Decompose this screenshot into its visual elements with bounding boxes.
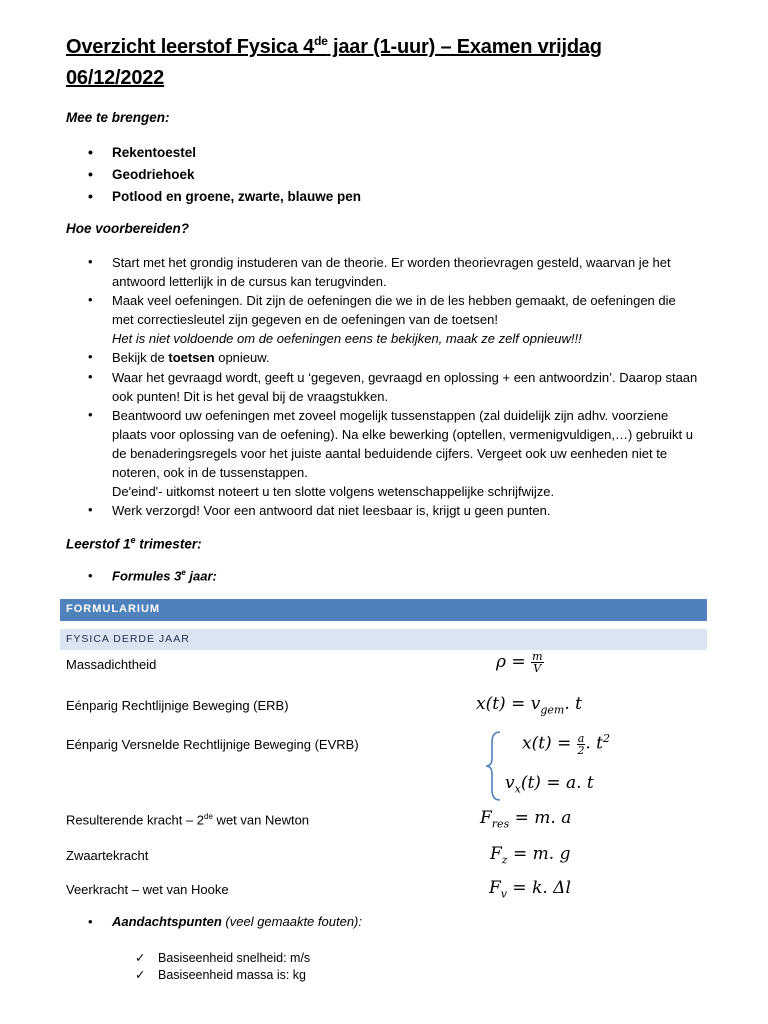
- prepare-item-2: Maak veel oefeningen. Dit zijn de oefeningen die we in de les hebben gemaakt, de oefeningen die met correctiesleutel zijn gegeven en de oefeningen van de toetsen! Het is niet voldoende om de oefeningen eens te bekijken, maak ze zelf opnieuw!!!: [112, 293, 676, 346]
- prepare-item-6: Werk verzorgd! Voor een antwoord dat niet leesbaar is, krijgt u geen punten.: [112, 503, 551, 518]
- bullet-dot: •: [88, 188, 93, 204]
- bullet-dot: •: [88, 254, 93, 269]
- formula-density: ρ = $\frac{m}{V}$: [496, 650, 543, 675]
- formula-newton: $F_{res} = m$. a: [480, 808, 572, 831]
- bring-item: Geodriehoek: [112, 167, 195, 182]
- bullet-dot: •: [88, 292, 93, 307]
- formularium-header: FORMULARIUM: [60, 599, 707, 621]
- checkmark-icon: ✓: [135, 951, 146, 965]
- prepare-item-1: Start met het grondig instuderen van de theorie. Er worden theorievragen gesteld, waarvan je het antwoord letterlijk in de cursus kan terugvinden.: [112, 255, 671, 289]
- formula-gravity: $F_z = m$. g: [490, 844, 571, 867]
- prepare-item-4: Waar het gevraagd wordt, geeft u ‘gegeven, gevraagd en oplossing + een antwoordzin’. Daarop staan ook punten! Dit is het geval bij de vraagstukken.: [112, 370, 698, 404]
- bring-heading: Mee te brengen:: [66, 110, 170, 125]
- formula-hooke: $F_v = k$. Δl: [489, 878, 571, 901]
- bullet-dot: •: [88, 502, 93, 517]
- formula-evrb-velocity: $v_x(t) = a$. t: [505, 773, 594, 796]
- formulas-item: Formules 3e jaar:: [112, 568, 217, 584]
- bring-item: Potlood en groene, zwarte, blauwe pen: [112, 189, 362, 204]
- attention-check-item: Basiseenheid snelheid: m/s: [158, 951, 311, 965]
- bullet-dot: •: [88, 568, 93, 583]
- bullet-dot: •: [88, 914, 93, 929]
- attention-item: Aandachtspunten (veel gemaakte fouten):: [112, 914, 362, 929]
- formula-label-evrb: Eénparig Versnelde Rechtlijnige Beweging (EVRB): [66, 737, 359, 752]
- prepare-heading: Hoe voorbereiden?: [66, 221, 190, 236]
- checkmark-icon: ✓: [135, 968, 146, 982]
- prepare-item-3: Bekijk de toetsen opnieuw.: [112, 350, 270, 365]
- attention-check-item: Basiseenheid massa is: kg: [158, 968, 306, 982]
- formula-label-density: Massadichtheid: [66, 657, 157, 672]
- bullet-dot: •: [88, 144, 93, 160]
- bring-item: Rekentoestel: [112, 145, 197, 160]
- formula-label-gravity: Zwaartekracht: [66, 848, 149, 863]
- trimester-heading: Leerstof 1e trimester:: [66, 535, 202, 552]
- formula-label-erb: Eénparig Rechtlijnige Beweging (ERB): [66, 698, 289, 713]
- formula-label-hooke: Veerkracht – wet van Hooke: [66, 882, 229, 897]
- bullet-dot: •: [88, 369, 93, 384]
- formula-label-newton: Resulterende kracht – 2de wet van Newton: [66, 812, 310, 828]
- bullet-dot: •: [88, 407, 93, 422]
- document-title-line2: 06/12/2022: [66, 67, 165, 89]
- bullet-dot: •: [88, 166, 93, 182]
- formula-erb: $x(t) = v_{gem}$. t: [476, 694, 582, 717]
- prepare-item-5: Beantwoord uw oefeningen met zoveel mogelijk tussenstappen (zal duidelijk zijn adhv. voorziene plaats voor oplossing van de oefening). Na elke bewerking (optellen, vermenigvuldigen,…) gebruikt u de benaderingsregels voor het juiste aantal beduidende cijfers. Vergeet ook uw eenheden niet te noteren, ook in de tussenstappen. De'eind'- uitkomst noteert u ten slotte volgens wetenschappelijke schrijfwijze.: [112, 408, 694, 499]
- formula-evrb-position: x(t) = $\frac{a}{2}$ . $t^2$: [522, 731, 610, 757]
- bullet-dot: •: [88, 349, 93, 364]
- curly-brace: [484, 730, 504, 802]
- formularium-subheader: FYSICA DERDE JAAR: [60, 629, 707, 650]
- document-title-line1: Overzicht leerstof Fysica 4de jaar (1-uur) – Examen vrijdag: [66, 34, 602, 58]
